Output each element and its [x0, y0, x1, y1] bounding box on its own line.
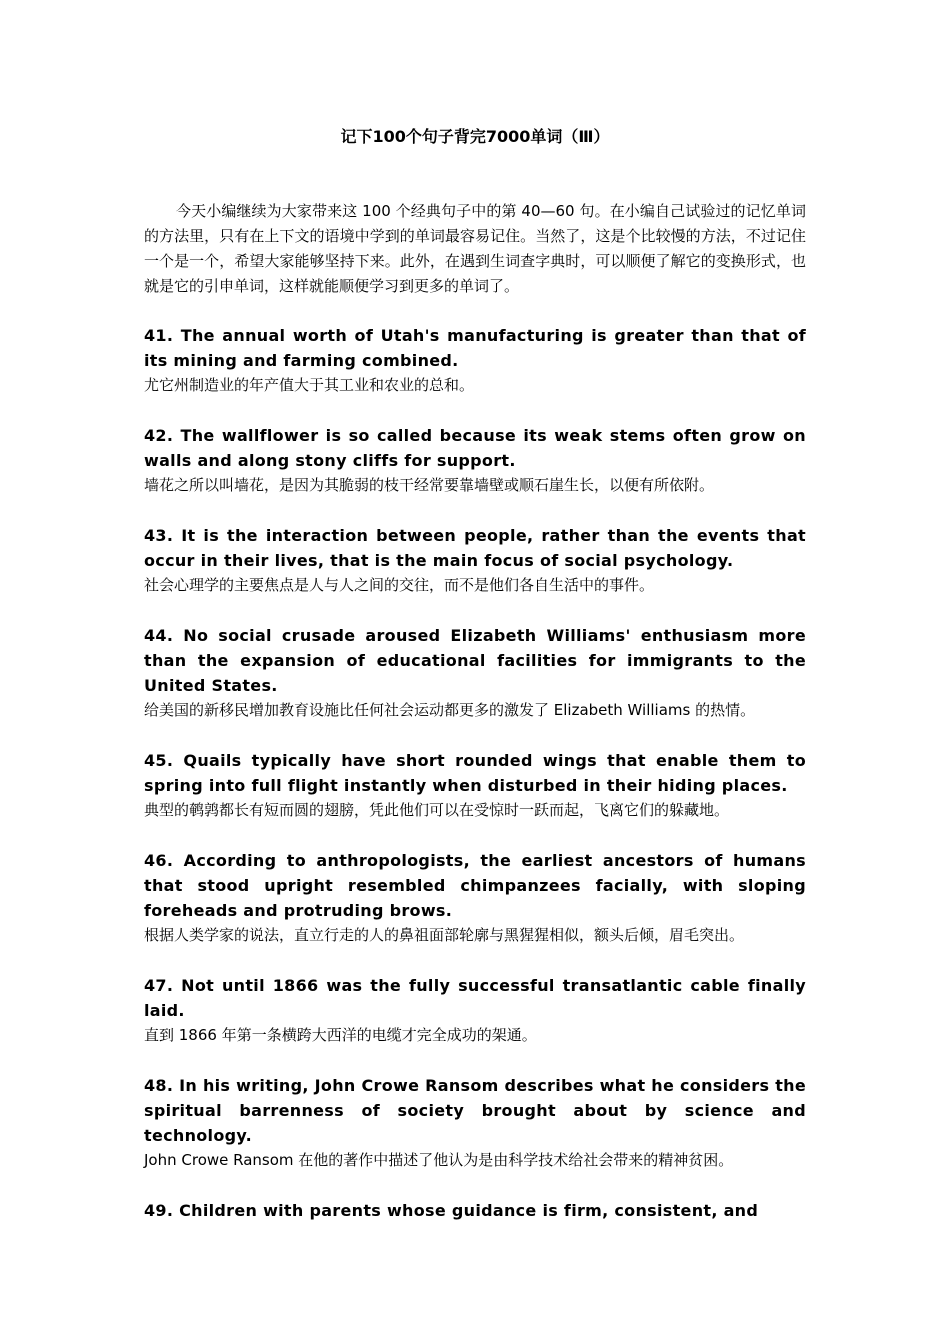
- sentence-item-42: [144, 423, 806, 498]
- english-sentence: 44. No social crusade aroused Elizabeth Williams' enthusiasm more than the expansion of educational facilities for immigrants to the United States.: [144, 626, 806, 695]
- english-sentence: 43. It is the interaction between people, rather than the events that occur in their lives, that is the main focus of social psychology.: [144, 526, 806, 570]
- chinese-translation: John Crowe Ransom 在他的著作中描述了他认为是由科学技术给社会带来的精神贫困。: [144, 1151, 734, 1169]
- chinese-translation: 直到 1866 年第一条横跨大西洋的电缆才完全成功的架通。: [144, 1026, 537, 1044]
- sentence-item-49: [144, 1198, 806, 1223]
- english-sentence: 46. According to anthropologists, the earliest ancestors of humans that stood upright resembled chimpanzees facially, with sloping foreheads and protruding brows.: [144, 851, 806, 920]
- chinese-translation: 根据人类学家的说法，直立行走的人的鼻祖面部轮廓与黑猩猩相似，额头后倾，眉毛突出。: [144, 926, 745, 944]
- english-sentence: 47. Not until 1866 was the fully successful transatlantic cable finally laid.: [144, 976, 806, 1020]
- chinese-translation: 社会心理学的主要焦点是人与人之间的交往，而不是他们各自生活中的事件。: [144, 576, 655, 594]
- english-sentence: 45. Quails typically have short rounded wings that enable them to spring into full flight instantly when disturbed in their hiding places.: [144, 751, 806, 795]
- sentence-item-46: [144, 848, 806, 948]
- sentence-item-41: [144, 323, 806, 398]
- chinese-translation: 尤它州制造业的年产值大于其工业和农业的总和。: [144, 376, 475, 394]
- sentence-list: [144, 323, 806, 1248]
- sentence-item-44: [144, 623, 806, 723]
- english-sentence: 41. The annual worth of Utah's manufacturing is greater than that of its mining and farming combined.: [144, 326, 806, 370]
- sentence-item-43: [144, 523, 806, 598]
- english-sentence: 49. Children with parents whose guidance is firm, consistent, and: [144, 1201, 759, 1220]
- chinese-translation: 给美国的新移民增加教育设施比任何社会运动都更多的激发了 Elizabeth Williams 的热情。: [144, 701, 756, 719]
- english-sentence: 42. The wallflower is so called because its weak stems often grow on walls and along stony cliffs for support.: [144, 426, 806, 470]
- english-sentence: 48. In his writing, John Crowe Ransom describes what he considers the spiritual barrenness of society brought about by science and technology.: [144, 1076, 806, 1145]
- sentence-item-45: [144, 748, 806, 823]
- chinese-translation: 典型的鹌鹑都长有短而圆的翅膀，凭此他们可以在受惊时一跃而起，飞离它们的躲藏地。: [144, 801, 730, 819]
- sentence-item-47: [144, 973, 806, 1048]
- intro-paragraph: 今天小编继续为大家带来这 100 个经典句子中的第 40—60 句。在小编自己试验过的记忆单词的方法里，只有在上下文的语境中学到的单词最容易记住。当然了，这是个比较慢的方法，不过记住一个是一个，希望大家能够坚持下来。此外，在遇到生词查字典时，可以顺便了解它的变换形式，也就是它的引申单词，这样就能顺便学习到更多的单词了。: [144, 202, 806, 295]
- sentence-item-48: [144, 1073, 806, 1173]
- chinese-translation: 墙花之所以叫墙花，是因为其脆弱的枝干经常要靠墙壁或顺石崖生长，以便有所依附。: [144, 476, 715, 494]
- document-title: 记下100个句子背完7000单词（Ⅲ）: [340, 127, 610, 146]
